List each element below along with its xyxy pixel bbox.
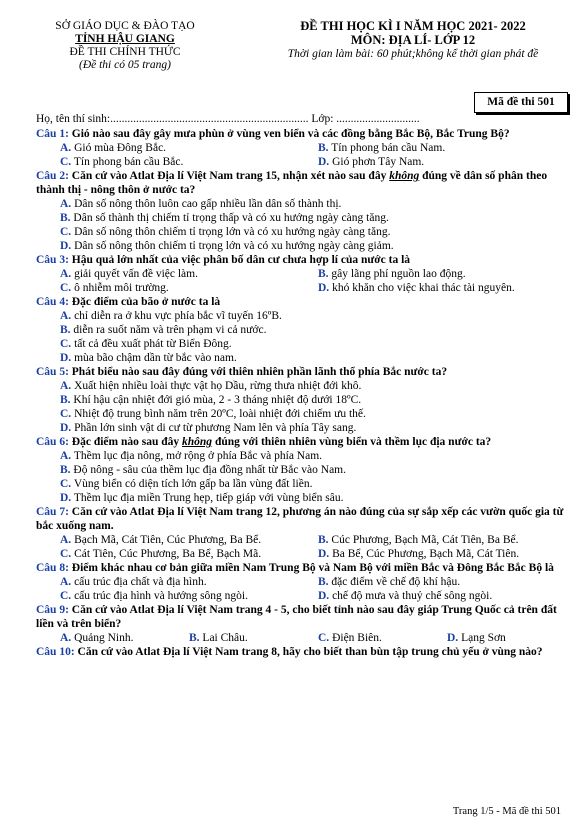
- option-text: Độ nông - sâu của thềm lục địa đồng nhất từ Bắc vào Nam.: [73, 464, 347, 476]
- option-label: A.: [60, 142, 72, 154]
- option-label: A.: [60, 450, 72, 462]
- option-text: Dân số nông thôn chiếm tỉ trọng lớn và có xu hướng ngày càng tăng.: [74, 226, 391, 238]
- question-number: Câu 1:: [36, 128, 69, 140]
- option-text: ô nhiễm môi trường.: [74, 282, 169, 294]
- question-6: [36, 435, 576, 505]
- exam-title: ĐỀ THI HỌC KÌ I NĂM HỌC 2021- 2022: [300, 19, 526, 33]
- option-text: cấu trúc địa chất và địa hình.: [74, 576, 207, 588]
- emphasis-word: không: [389, 170, 420, 182]
- option-text: tất cả đều xuất phát từ Biển Đông.: [74, 338, 232, 350]
- official-exam-label: ĐỀ THI CHÍNH THỨC: [69, 46, 181, 58]
- question-list: [36, 127, 576, 659]
- option-text: Tín phong bán cầu Bắc.: [73, 156, 184, 168]
- option-text: Vùng biển có diện tích lớn gấp ba lần vùng đất liền.: [73, 478, 313, 490]
- option-label: A.: [60, 198, 72, 210]
- option-label: C.: [60, 338, 72, 350]
- option-label: D.: [447, 632, 459, 644]
- option-label: C.: [318, 632, 330, 644]
- option-label: C.: [60, 478, 72, 490]
- option-text: Tín phong bán cầu Nam.: [331, 142, 446, 154]
- question-text: Phát biểu nào sau đây đúng với thiên nhiên phần lãnh thổ phía Bắc nước ta?: [71, 366, 448, 378]
- option-text: cấu trúc địa hình và hướng sông ngòi.: [74, 590, 248, 602]
- question-number: Câu 5:: [36, 366, 69, 378]
- option-label: B.: [318, 576, 329, 588]
- time-note: Thời gian làm bài: 60 phút;không kể thời gian phát đề: [287, 48, 539, 60]
- option-label: C.: [60, 282, 72, 294]
- option-label: D.: [318, 156, 330, 168]
- option-text: Nhiệt độ trung bình năm trên 20ºC, loài nhiệt đới chiếm ưu thế.: [74, 408, 366, 420]
- question-text: Hậu quả lớn nhất của việc phân bố dân cư chưa hợp lí của nước ta là: [71, 254, 411, 266]
- option-text: Khí hậu cận nhiệt đới gió mùa, 2 - 3 tháng nhiệt độ dưới 18ºC.: [73, 394, 362, 406]
- question-text: đúng với thiên nhiên vùng biển và thềm lục địa nước ta?: [212, 436, 492, 448]
- question-5: [36, 365, 576, 435]
- option-label: B.: [60, 394, 71, 406]
- option-label: A.: [60, 576, 72, 588]
- question-3: [36, 253, 576, 295]
- option-label: B.: [318, 142, 329, 154]
- option-label: D.: [318, 548, 330, 560]
- option-label: C.: [60, 548, 72, 560]
- option-text: chế độ mưa và thuỷ chế sông ngòi.: [332, 590, 493, 602]
- option-label: D.: [318, 590, 330, 602]
- option-label: A.: [60, 632, 72, 644]
- option-label: A.: [60, 534, 72, 546]
- question-number: Câu 3:: [36, 254, 69, 266]
- option-text: Dân số nông thôn luôn cao gấp nhiều lần dân số thành thị.: [74, 198, 342, 210]
- option-text: Bạch Mã, Cát Tiên, Cúc Phương, Ba Bể.: [74, 534, 262, 546]
- question-number: Câu 8:: [36, 562, 69, 574]
- option-text: Dân số nông thôn chiếm tỉ trọng lớn và có xu hướng ngày càng giảm.: [74, 240, 394, 252]
- option-text: mùa bão chậm dần từ bắc vào nam.: [74, 352, 237, 364]
- option-label: B.: [318, 534, 329, 546]
- exam-code-box: Mã đề thi 501: [474, 92, 568, 113]
- student-info-line: Họ, tên thí sinh:..................................................................... Lớp: .............................: [36, 113, 420, 125]
- subject-title: MÔN: ĐỊA LÍ- LỚP 12: [350, 33, 476, 47]
- option-label: D.: [60, 240, 72, 252]
- option-label: C.: [60, 226, 72, 238]
- question-number: Câu 2:: [36, 170, 69, 182]
- option-text: Dân số thành thị chiếm tỉ trọng thấp và có xu hướng ngày càng tăng.: [73, 212, 389, 224]
- option-text: đặc điểm về chế độ khí hậu.: [331, 576, 461, 588]
- province-name: TỈNH HẬU GIANG: [75, 33, 175, 45]
- option-label: D.: [318, 282, 330, 294]
- question-number: Câu 10:: [36, 646, 75, 658]
- option-text: khó khăn cho việc khai thác tài nguyên.: [332, 282, 515, 294]
- department-name: SỞ GIÁO DỤC & ĐÀO TẠO: [55, 20, 195, 32]
- option-label: B.: [318, 268, 329, 280]
- question-7: [36, 505, 576, 561]
- question-8: [36, 561, 576, 603]
- question-text: Căn cứ vào Atlat Địa lí Việt Nam trang 8, hãy cho biết than bùn tập trung chủ yếu ở vùng nào?: [77, 646, 543, 658]
- option-text: Gió phơn Tây Nam.: [332, 156, 425, 168]
- option-text: Lai Châu.: [202, 632, 248, 644]
- option-text: chỉ diễn ra ở khu vực phía bắc vĩ tuyến 16ºB.: [74, 310, 282, 322]
- option-text: Thềm lục địa nông, mở rộng ở phía Bắc và phía Nam.: [73, 450, 323, 462]
- question-text: đúng về dân số phân theo thành thị - nông thôn ở nước ta?: [36, 170, 548, 196]
- option-text: Ba Bể, Cúc Phương, Bạch Mã, Cát Tiên.: [332, 548, 520, 560]
- question-text: Đặc điểm nào sau đây: [71, 436, 183, 448]
- page-footer: Trang 1/5 - Mã đề thi 501: [452, 806, 561, 817]
- option-label: D.: [60, 492, 72, 504]
- question-text: Căn cứ vào Atlat Địa lí Việt Nam trang 15, nhận xét nào sau đây: [71, 170, 390, 182]
- school-header: [30, 20, 220, 72]
- question-2: [36, 169, 576, 253]
- exam-header: [248, 19, 578, 61]
- question-text: Căn cứ vào Atlat Địa lí Việt Nam trang 12, phương án nào đúng của sự sắp xếp các vườn quốc gia từ bắc xuống nam.: [36, 506, 564, 532]
- question-text: Căn cứ vào Atlat Địa lí Việt Nam trang 4 - 5, cho biết tỉnh nào sau đây giáp Trung Quốc cả trên đất liền và trên biển?: [36, 604, 557, 630]
- emphasis-word: không: [182, 436, 213, 448]
- option-label: B.: [60, 324, 71, 336]
- question-text: Đặc điểm của bão ở nước ta là: [71, 296, 221, 308]
- option-label: C.: [60, 156, 72, 168]
- question-number: Câu 4:: [36, 296, 69, 308]
- option-text: Điện Biên.: [332, 632, 382, 644]
- option-text: Cúc Phương, Bạch Mã, Cát Tiên, Ba Bể.: [331, 534, 519, 546]
- option-text: Thềm lục địa miền Trung hẹp, tiếp giáp với vùng biển sâu.: [73, 492, 344, 504]
- option-label: D.: [60, 422, 72, 434]
- option-text: diễn ra suốt năm và trên phạm vi cả nước.: [73, 324, 267, 336]
- option-label: C.: [60, 590, 72, 602]
- option-label: A.: [60, 310, 72, 322]
- question-1: [36, 127, 576, 169]
- option-label: A.: [60, 268, 72, 280]
- option-label: B.: [60, 464, 71, 476]
- option-text: Gió mùa Đông Bắc.: [74, 142, 167, 154]
- option-text: Lạng Sơn: [461, 632, 506, 644]
- option-label: B.: [60, 212, 71, 224]
- question-text: Gió nào sau đây gây mưa phùn ở vùng ven biển và các đồng bằng Bắc Bộ, Bắc Trung Bộ?: [71, 128, 510, 140]
- page-count-note: (Đề thi có 05 trang): [79, 59, 171, 71]
- option-text: Cát Tiên, Cúc Phương, Ba Bể, Bạch Mã.: [74, 548, 262, 560]
- option-label: C.: [60, 408, 72, 420]
- question-text: Điểm khác nhau cơ bản giữa miền Nam Trung Bộ và Nam Bộ với miền Bắc và Đông Bắc Bắc Bộ là: [71, 562, 554, 574]
- option-text: Quảng Ninh.: [74, 632, 134, 644]
- question-number: Câu 7:: [36, 506, 69, 518]
- question-number: Câu 9:: [36, 604, 69, 616]
- option-text: Phần lớn sinh vật di cư từ phương Nam lên và phía Tây sang.: [74, 422, 357, 434]
- option-label: B.: [189, 632, 200, 644]
- option-label: D.: [60, 352, 72, 364]
- question-4: [36, 295, 576, 365]
- option-text: giải quyết vấn đề việc làm.: [74, 268, 198, 280]
- question-10: [36, 645, 576, 659]
- option-text: gây lãng phí nguồn lao động.: [331, 268, 466, 280]
- question-number: Câu 6:: [36, 436, 69, 448]
- option-label: A.: [60, 380, 72, 392]
- question-9: [36, 603, 576, 645]
- option-text: Xuất hiện nhiều loài thực vật họ Dầu, rừng thưa nhiệt đới khô.: [74, 380, 362, 392]
